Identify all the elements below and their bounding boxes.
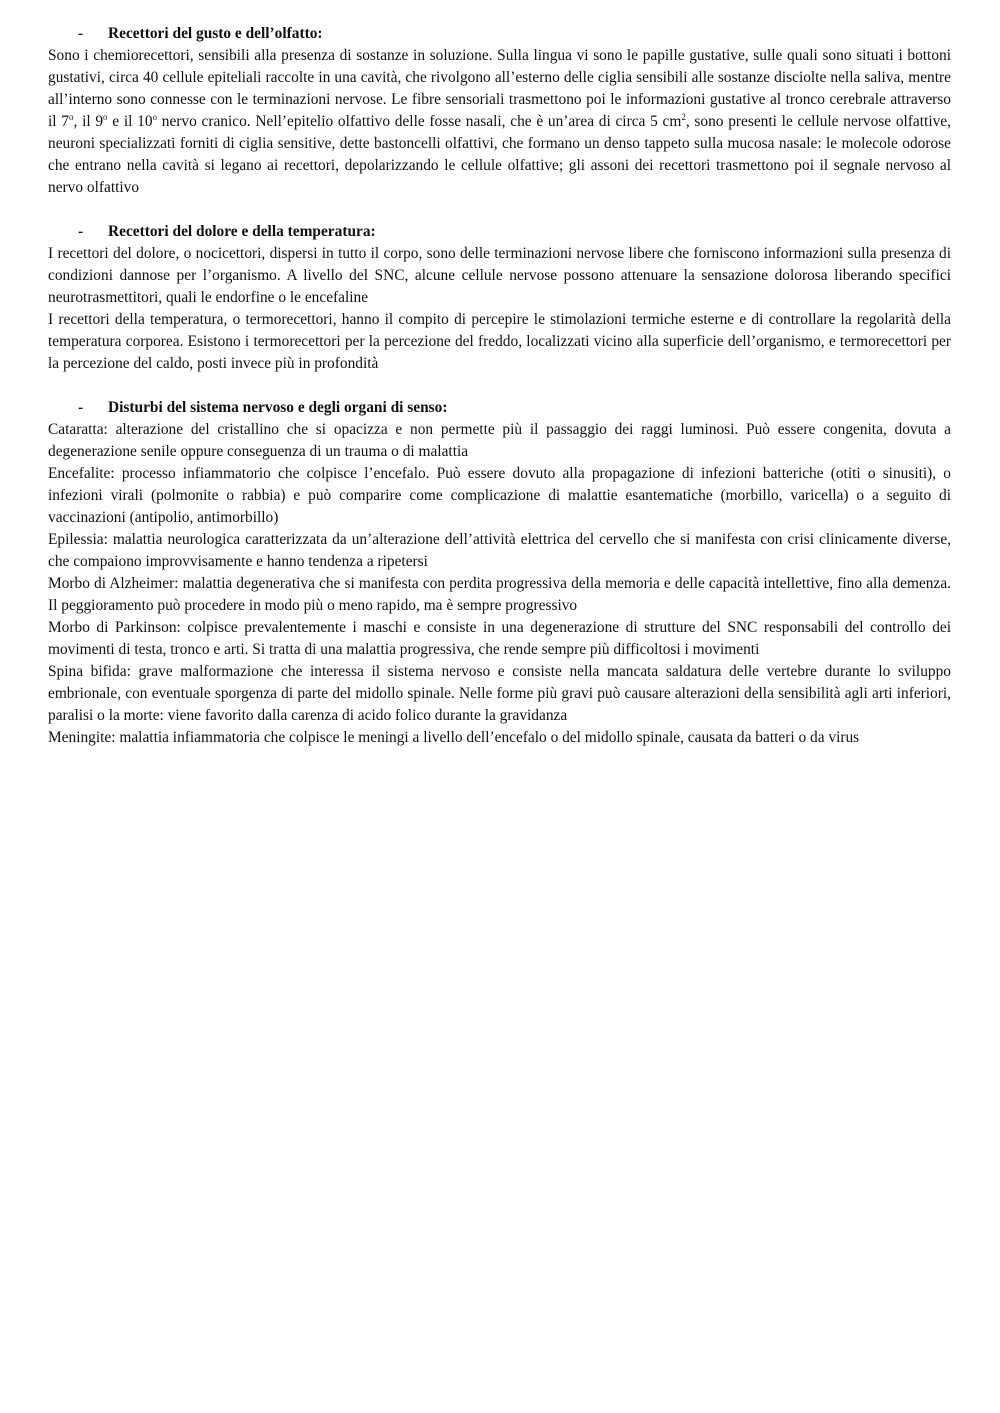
section-heading-pain-temperature (48, 221, 951, 243)
section-heading-disorders (48, 397, 951, 419)
paragraph-alzheimer: Morbo di Alzheimer: malattia degenerativa che si manifesta con perdita progressiva della memoria e delle capacità intellettive, fino alla demenza. Il peggioramento può procedere in modo più o meno rapido, ma è sempre progressivo (48, 575, 951, 614)
paragraph-thermoreceptors: I recettori della temperatura, o termorecettori, hanno il compito di percepire le stimolazioni termiche esterne e di controllare la regolarità della temperatura corporea. Esistono i termorecettori per la percezione del freddo, localizzati vicino alla superficie dell’organismo, e termorecettori per la percezione del caldo, posti invece più in profondità (48, 311, 951, 372)
spacer (48, 375, 951, 397)
paragraph-meningite: Meningite: malattia infiammatoria che colpisce le meningi a livello dell’encefalo o del midollo spinale, causata da batteri o da virus (48, 729, 860, 746)
paragraph-nociceptors: I recettori del dolore, o nocicettori, dispersi in tutto il corpo, sono delle terminazioni nervose libere che forniscono informazioni sulla presenza di condizioni dannose per l’organismo. A livello del SNC, alcune cellule nervose possono attenuare la sensazione dolorosa liberando specifici neurotrasmettitori, quali le endorfine o le encefaline (48, 245, 951, 306)
superscript-ordinal: o (152, 112, 158, 122)
superscript-square: 2 (681, 112, 686, 122)
heading-text: Disturbi del sistema nervoso e degli organi di senso: (108, 399, 448, 416)
paragraph-taste-smell: Sono i chemiorecettori, sensibili alla presenza di sostanze in soluzione. Sulla lingua vi sono le papille gustative, sulle quali sono situati i bottoni gustativi, circa 40 cellule epiteliali raccolte in una cavità, che rivolgono all’esterno delle ciglia sensibili alle sostanze disciolte nella saliva, mentre all’interno sono connesse con le terminazioni nervose. Le fibre sensoriali trasmettono poi le informazioni gustative al tronco cerebrale attraverso il 7$^o$, il 9$^o$ e il 10$^o$ nervo cranico. Nell’epitelio olfattivo delle fosse nasali, che è un’area di circa 5 $cm^2$, sono presenti le cellule nervose olfattive, neuroni specializzati forniti di ciglia sensitive, dette bastoncelli olfattivi, che formano un denso tappeto sulla mucosa nasale: le molecole odorose che entrano nella cavità si legano ai recettori, depolarizzando le cellule olfattive; gli assoni dei recettori trasmettono poi il segnale nervoso al nervo olfattivo (48, 47, 951, 196)
bullet-dash: - (78, 223, 84, 240)
section-heading-taste-smell (48, 23, 951, 45)
heading-text: Recettori del gusto e dell’olfatto: (108, 25, 323, 42)
paragraph-parkinson: Morbo di Parkinson: colpisce prevalentemente i maschi e consiste in una degenerazione di strutture del SNC responsabili del controllo dei movimenti di testa, tronco e arti. Si tratta di una malattia progressiva, che rende sempre più difficoltosi i movimenti (48, 619, 951, 658)
spacer (48, 199, 951, 221)
bullet-dash: - (78, 25, 84, 42)
bullet-dash: - (78, 399, 84, 416)
superscript-ordinal: o (103, 112, 108, 122)
paragraph-epilessia: Epilessia: malattia neurologica caratterizzata da un’alterazione dell’attività elettrica del cervello che si manifesta con crisi clinicamente diverse, che compaiono improvvisamente e hanno tendenza a ripetersi (48, 531, 951, 570)
document-body (48, 23, 951, 749)
paragraph-cataratta: Cataratta: alterazione del cristallino che si opacizza e non permette più il passaggio dei raggi luminosi. Può essere congenita, dovuta a degenerazione senile oppure conseguenza di un trauma o di malattia (48, 421, 951, 460)
superscript-ordinal: o (68, 112, 74, 122)
heading-text: Recettori del dolore e della temperatura: (108, 223, 376, 240)
paragraph-spina-bifida: Spina bifida: grave malformazione che interessa il sistema nervoso e consiste nella mancata saldatura delle vertebre durante lo sviluppo embrionale, con eventuale sporgenza di parte del midollo spinale. Nelle forme più gravi può causare alterazioni della sensibilità agli arti inferiori, paralisi o la morte: viene favorito dalla carenza di acido folico durante la gravidanza (48, 663, 951, 724)
paragraph-encefalite: Encefalite: processo infiammatorio che colpisce l’encefalo. Può essere dovuto alla propagazione di infezioni batteriche (otiti o sinusiti), o infezioni virali (polmonite o rabbia) e può comparire come complicazione di malattie esantematiche (morbillo, varicella) o a seguito di vaccinazioni (antipolio, antimorbillo) (48, 465, 951, 526)
